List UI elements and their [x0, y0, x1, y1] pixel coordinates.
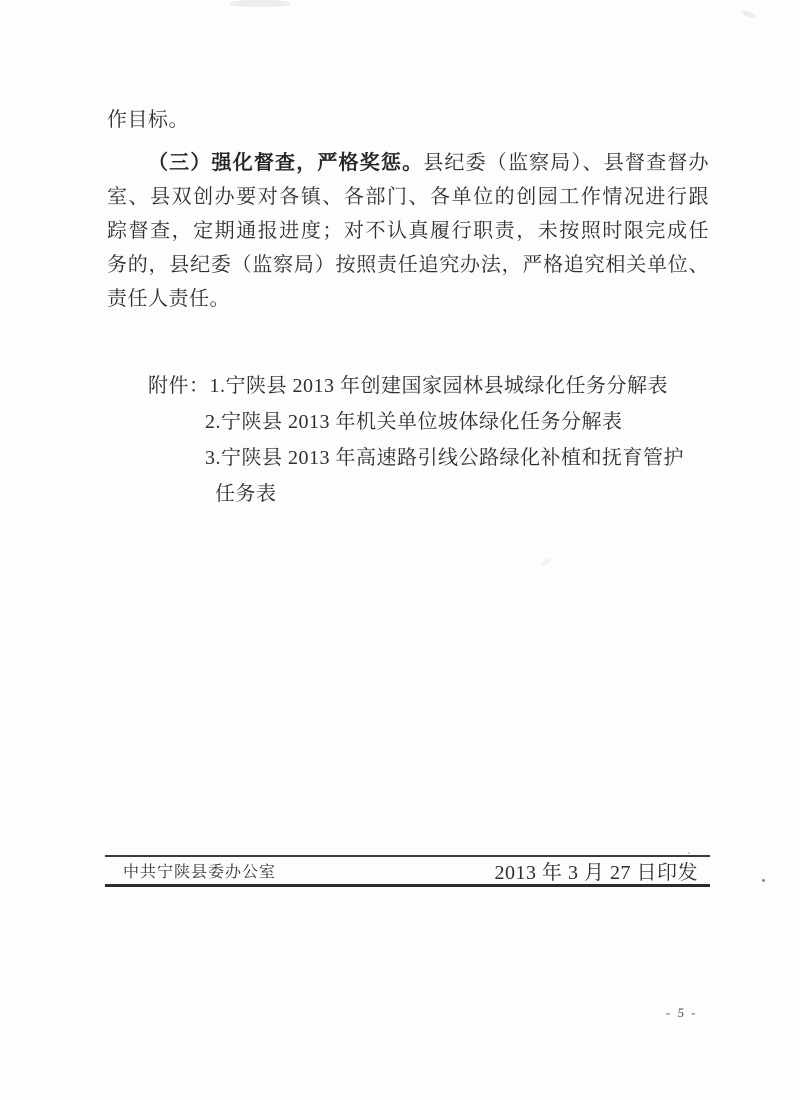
scan-smudge — [540, 557, 552, 567]
print-date: 2013 年 3 月 27 日印发 — [494, 862, 698, 884]
page-number: - 5 - — [665, 1005, 699, 1020]
document-body — [107, 103, 709, 316]
attachment-item-1: 1.宁陕县 2013 年创建国家园林县城绿化任务分解表 — [209, 375, 668, 397]
attachment-item-3: 3.宁陕县 2013 年高速路引线公路绿化补植和抚育管护 — [205, 447, 684, 469]
attachment-item-3-wrap: 任务表 — [215, 483, 277, 505]
attachment-list — [148, 368, 728, 512]
issuing-office: 中共宁陕县委办公室 — [123, 864, 277, 881]
attachment-label: 附件： — [148, 375, 210, 397]
paragraph-supervision — [107, 146, 709, 316]
paragraph-end-line: 作目标。 — [107, 109, 189, 131]
scan-speck — [688, 852, 690, 854]
paragraph-last-line: 责任人责任。 — [107, 288, 230, 310]
scan-speck — [762, 879, 765, 882]
paragraph-line1-rest: 县纪委（监察局）、县督查督办 — [423, 152, 709, 174]
paragraph-first-line — [107, 146, 709, 180]
paragraph-line: 室、县双创办要对各镇、各部门、各单位的创园工作情况进行跟 — [107, 186, 709, 208]
attachment-item-2: 2.宁陕县 2013 年机关单位坡体绿化任务分解表 — [205, 411, 623, 433]
colophon-bar — [105, 855, 710, 887]
scan-smudge — [230, 0, 290, 7]
scan-smudge — [742, 10, 757, 19]
paragraph-line: 务的，县纪委（监察局）按照责任追究办法，严格追究相关单位、 — [107, 254, 709, 276]
paragraph-line: 踪督查，定期通报进度；对不认真履行职责，未按照时限完成任 — [107, 220, 709, 242]
attachment-item — [148, 368, 728, 404]
paragraph-heading-bold: （三）强化督查，严格奖惩。 — [148, 152, 424, 174]
